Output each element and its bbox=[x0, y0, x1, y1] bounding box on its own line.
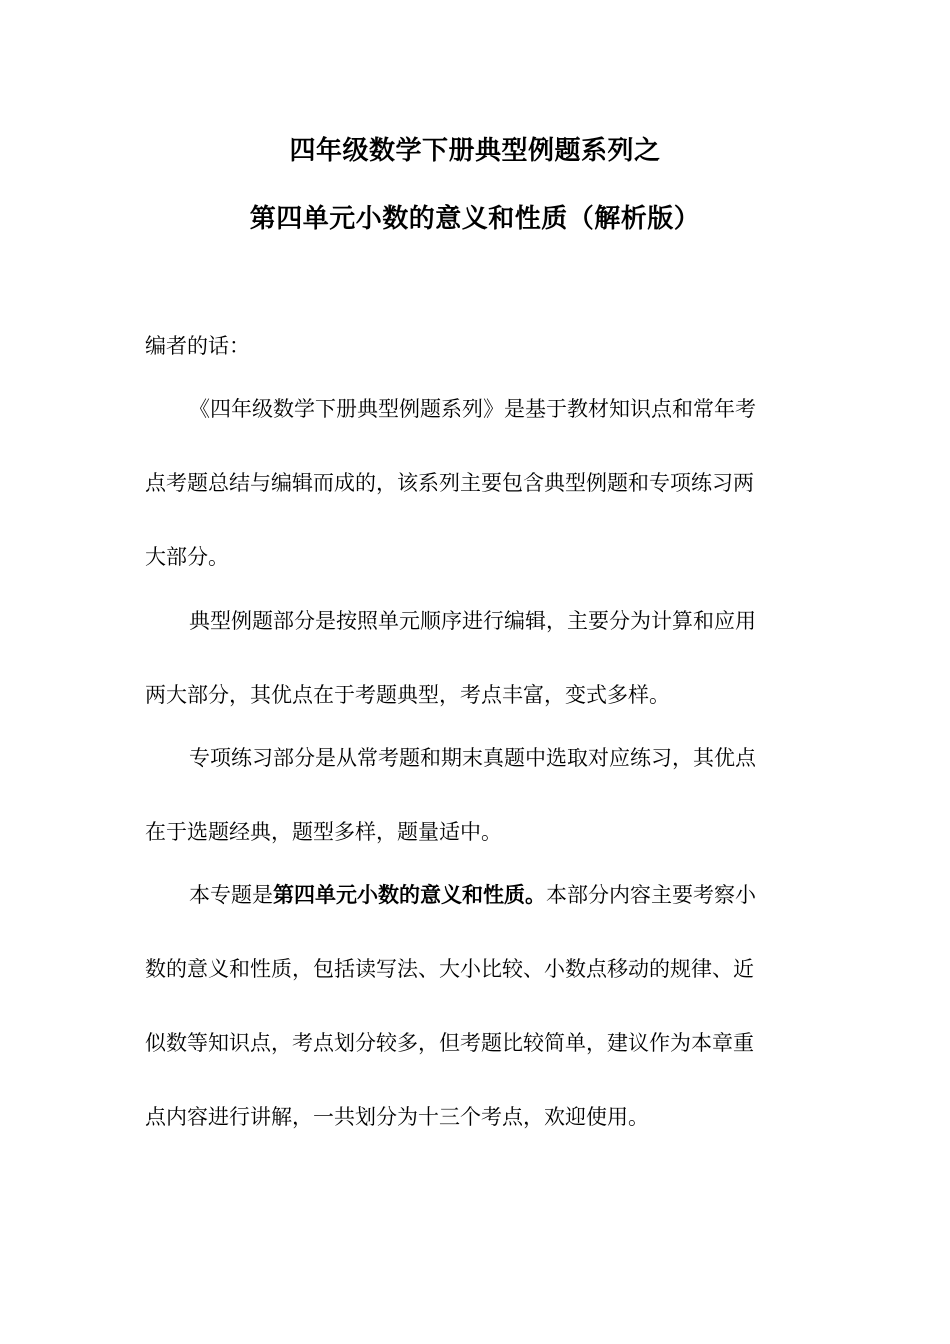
document-title-line-2: 第四单元小数的意义和性质（解析版） bbox=[249, 204, 701, 234]
editor-heading: 编者的话： bbox=[145, 334, 250, 358]
paragraph-1-line-2: 点考题总结与编辑而成的，该系列主要包含典型例题和专项练习两 bbox=[145, 471, 754, 495]
paragraph-1-line-3: 大部分。 bbox=[145, 545, 229, 569]
paragraph-3-line-2: 在于选题经典，题型多样，题量适中。 bbox=[145, 820, 502, 844]
paragraph-4-line-4: 点内容进行讲解，一共划分为十三个考点，欢迎使用。 bbox=[145, 1105, 649, 1129]
paragraph-4-line-1 bbox=[189, 879, 805, 911]
document-title-line-1: 四年级数学下册典型例题系列之 bbox=[289, 136, 661, 166]
paragraph-4-line-3: 似数等知识点，考点划分较多，但考题比较简单，建议作为本章重 bbox=[145, 1031, 754, 1055]
paragraph-4-line-2: 数的意义和性质，包括读写法、大小比较、小数点移动的规律、近 bbox=[145, 957, 754, 981]
paragraph-2-line-2: 两大部分，其优点在于考题典型，考点丰富，变式多样。 bbox=[145, 683, 670, 707]
paragraph-4-prefix: 本专题是 bbox=[189, 883, 273, 907]
paragraph-2-line-1: 典型例题部分是按照单元顺序进行编辑，主要分为计算和应用 bbox=[189, 609, 756, 633]
paragraph-1-line-1: 《四年级数学下册典型例题系列》是基于教材知识点和常年考 bbox=[189, 397, 756, 421]
paragraph-4-topic: 第四单元小数的意义和性质。 bbox=[273, 883, 546, 907]
paragraph-4-suffix: 本部分内容主要考察小 bbox=[546, 883, 756, 907]
paragraph-3-line-1: 专项练习部分是从常考题和期末真题中选取对应练习，其优点 bbox=[189, 746, 756, 770]
